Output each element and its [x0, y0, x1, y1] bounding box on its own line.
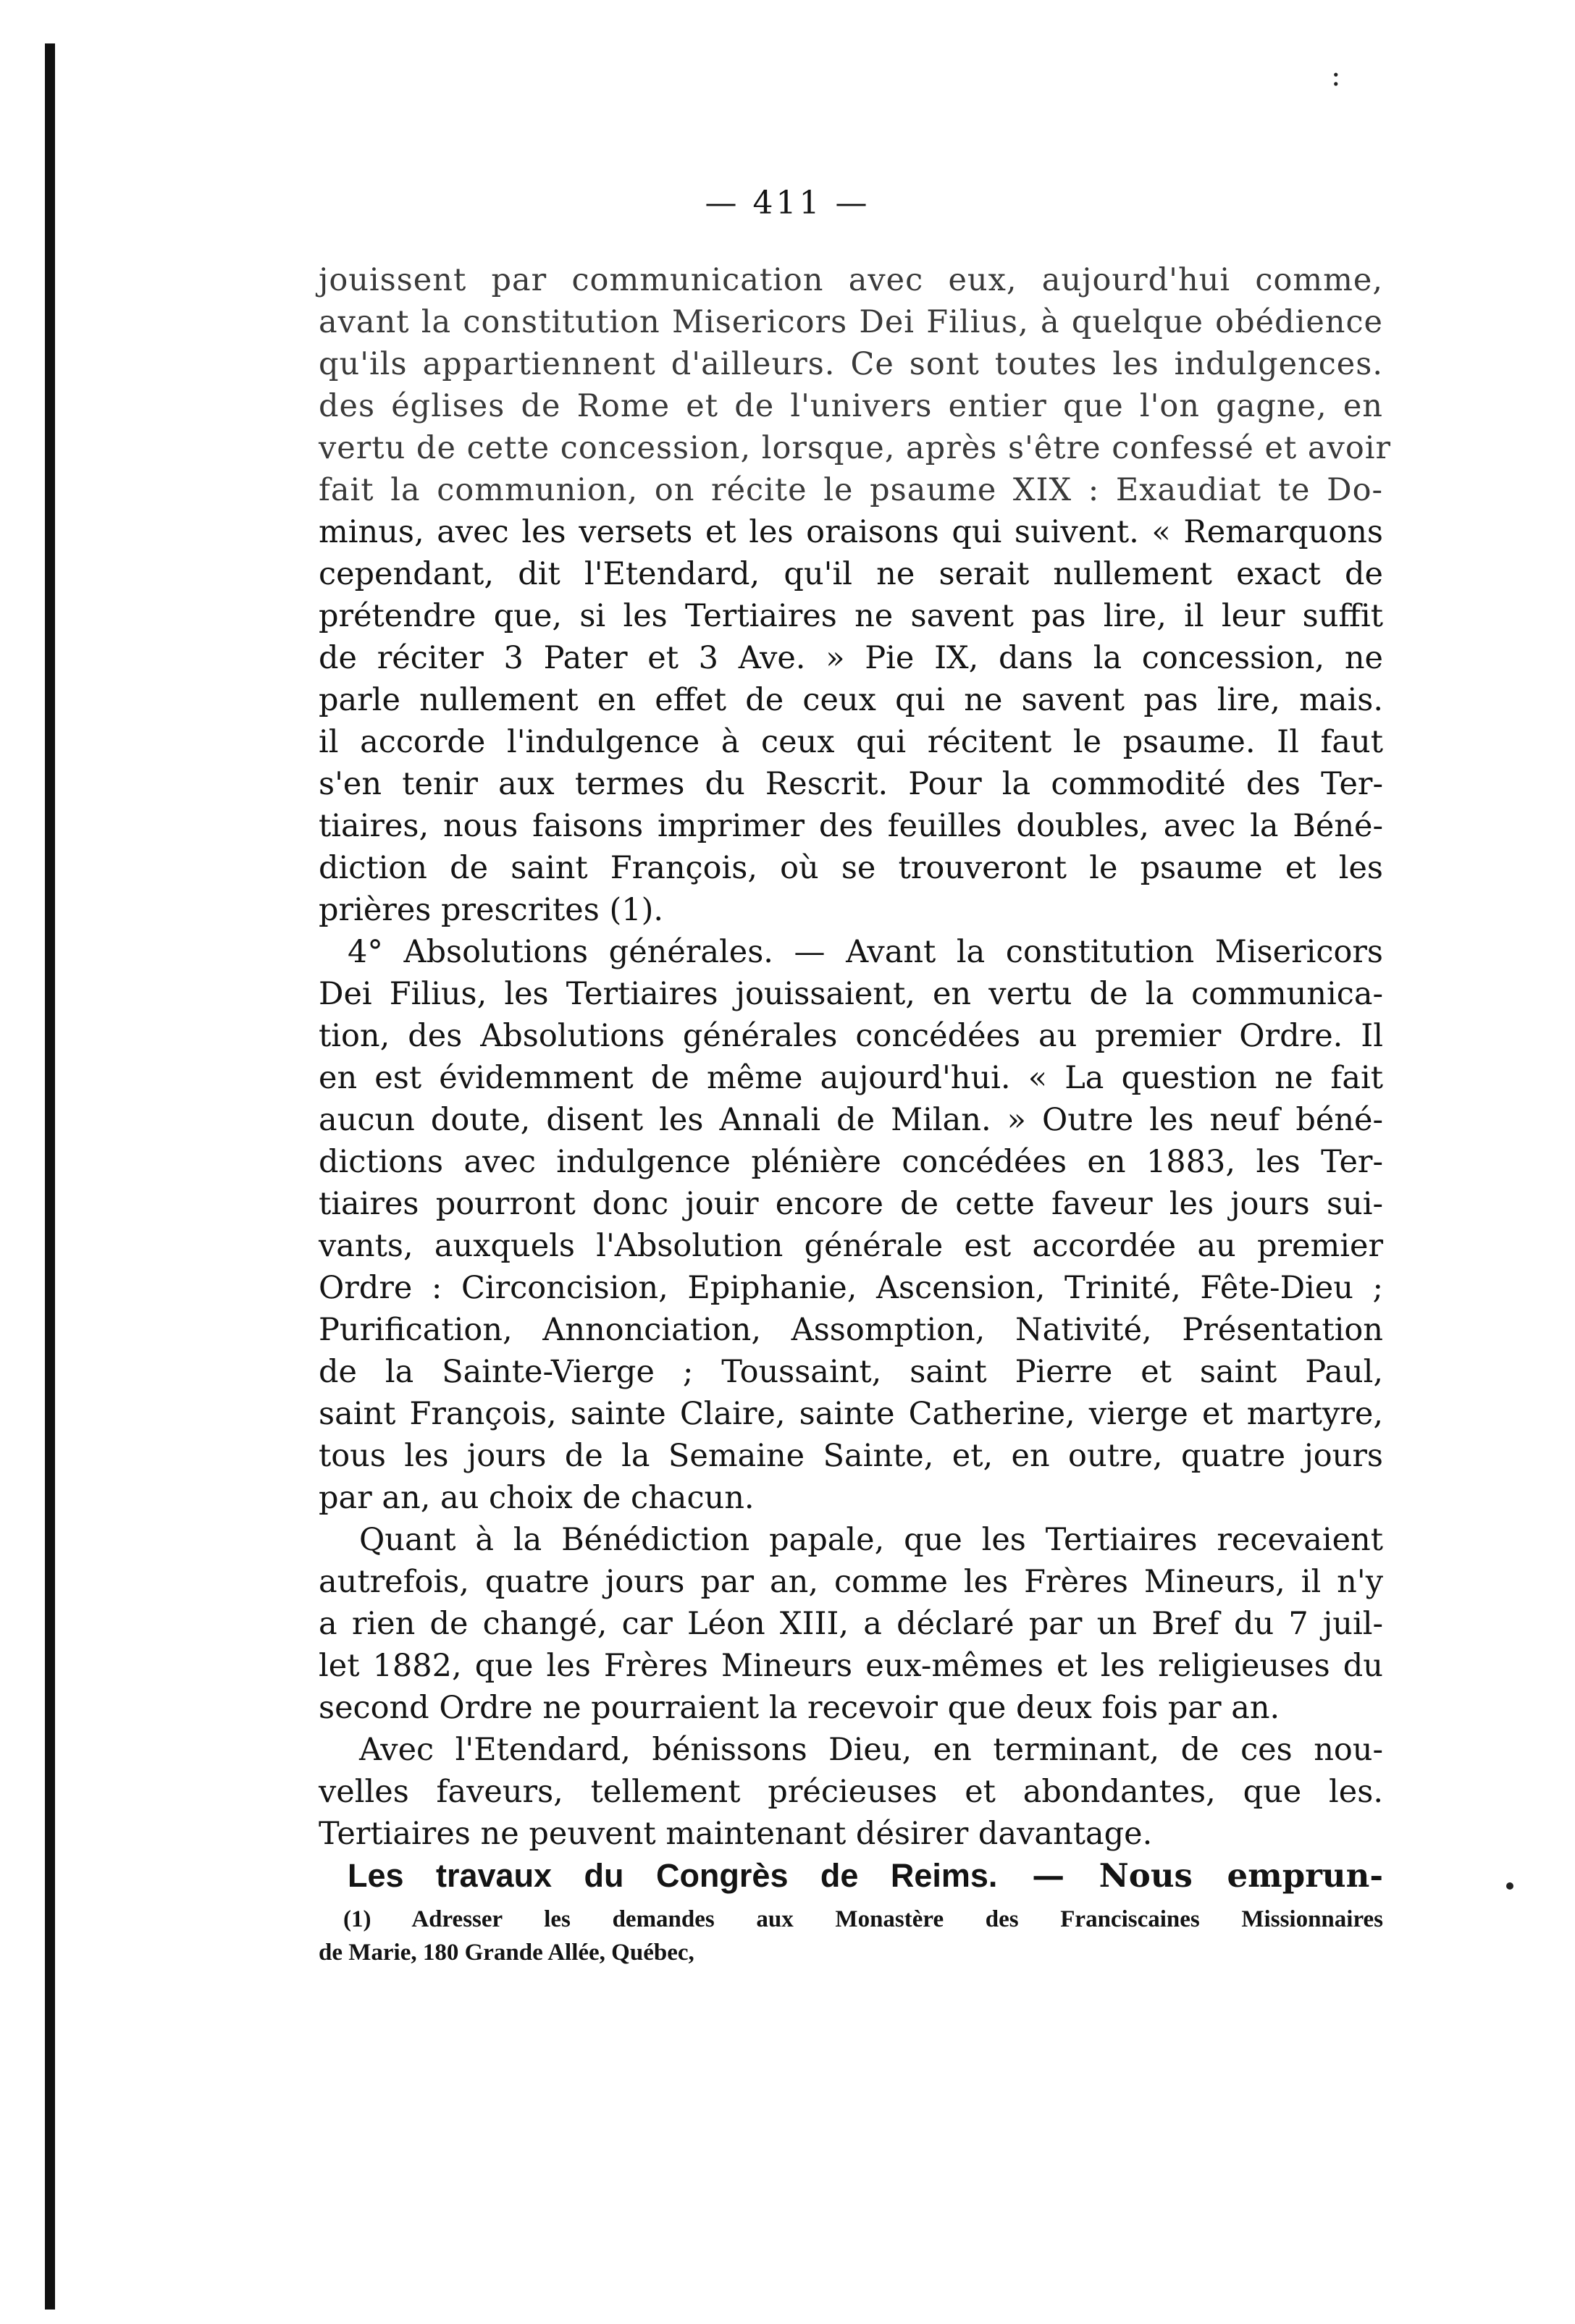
text-line: Tertiaires ne peuvent maintenant désirer davantage.	[319, 1816, 1153, 1852]
text-line: minus, avec les versets et les oraisons qui suivent. « Remarquons	[319, 514, 1383, 550]
text-line: saint François, sainte Claire, sainte Catherine, vierge et martyre,	[319, 1396, 1383, 1432]
text-line: en est évidemment de même aujourd'hui. « La question ne fait	[319, 1060, 1383, 1096]
footnote-line: (1) Adresser les demandes aux Monastère des Franciscaines Missionnaires	[343, 1906, 1383, 1932]
footnote-line: de Marie, 180 Grande Allée, Québec,	[319, 1940, 694, 1966]
body-text	[319, 259, 1392, 1969]
text-line: tous les jours de la Semaine Sainte, et, en outre, quatre jours	[319, 1438, 1383, 1474]
text-line: cependant, dit l'Etendard, qu'il ne serait nullement exact de	[319, 556, 1383, 592]
text-line: dictions avec indulgence plénière concédées en 1883, les Ter-	[319, 1144, 1383, 1180]
section-heading-line	[319, 1855, 1383, 1897]
text-line: 4° Absolutions générales. — Avant la constitution Misericors	[348, 934, 1383, 970]
text-line: Ordre : Circoncision, Epiphanie, Ascension, Trinité, Fête-Dieu ;	[319, 1270, 1383, 1306]
text-line: Avec l'Etendard, bénissons Dieu, en terminant, de ces nou-	[359, 1732, 1383, 1768]
text-line: fait la communion, on récite le psaume XIX : Exaudiat te Do-	[319, 472, 1383, 508]
text-line: de réciter 3 Pater et 3 Ave. » Pie IX, dans la concession, ne	[319, 640, 1383, 676]
text-line: vertu de cette concession, lorsque, après s'être confessé et avoir	[319, 430, 1392, 466]
book-binding-edge	[45, 43, 55, 2310]
text-line: il accorde l'indulgence à ceux qui récitent le psaume. Il faut	[319, 724, 1383, 760]
text-line: de la Sainte-Vierge ; Toussaint, saint Pierre et saint Paul,	[319, 1354, 1383, 1390]
text-line: a rien de changé, car Léon XIII, a déclaré par un Bref du 7 juil-	[319, 1606, 1383, 1642]
text-line: Purification, Annonciation, Assomption, Nativité, Présentation	[319, 1312, 1383, 1348]
ink-speck	[1506, 1882, 1513, 1890]
text-line: des églises de Rome et de l'univers entier que l'on gagne, en	[319, 388, 1383, 424]
text-line: Quant à la Bénédiction papale, que les Tertiaires recevaient	[359, 1522, 1383, 1558]
text-line: avant la constitution Misericors Dei Filius, à quelque obédience	[319, 304, 1383, 340]
text-line: let 1882, que les Frères Mineurs eux-mêmes et les religieuses du	[319, 1648, 1383, 1684]
text-line: second Ordre ne pourraient la recevoir que deux fois par an.	[319, 1690, 1280, 1726]
text-line: par an, au choix de chacun.	[319, 1480, 755, 1516]
text-line: tiaires pourront donc jouir encore de cette faveur les jours sui-	[319, 1186, 1383, 1222]
footnote-separator	[319, 1897, 1383, 1903]
corner-mark: :	[1331, 59, 1341, 93]
text-line: vants, auxquels l'Absolution générale est accordée au premier	[319, 1228, 1383, 1264]
section-heading: Les travaux du Congrès de Reims.	[348, 1857, 998, 1894]
text-line: diction de saint François, où se trouveront le psaume et les	[319, 850, 1383, 886]
text-line: prétendre que, si les Tertiaires ne savent pas lire, il leur suffit	[319, 598, 1383, 634]
text-line: tiaires, nous faisons imprimer des feuilles doubles, avec la Béné-	[319, 808, 1383, 844]
text-line: aucun doute, disent les Annali de Milan. » Outre les neuf béné-	[319, 1102, 1383, 1138]
text-line: autrefois, quatre jours par an, comme les Frères Mineurs, il n'y	[319, 1564, 1383, 1600]
text-line: qu'ils appartiennent d'ailleurs. Ce sont toutes les indulgences.	[319, 346, 1383, 382]
section-continuation: — Nous emprun-	[1032, 1856, 1384, 1895]
text-line: Dei Filius, les Tertiaires jouissaient, en vertu de la communica-	[319, 976, 1383, 1012]
text-line: velles faveurs, tellement précieuses et abondantes, que les.	[319, 1774, 1383, 1810]
text-line: tion, des Absolutions générales concédées au premier Ordre. Il	[319, 1018, 1383, 1054]
page-number: — 411 —	[705, 185, 870, 222]
text-line: parle nullement en effet de ceux qui ne savent pas lire, mais.	[319, 682, 1383, 718]
text-line: prières prescrites (1).	[319, 892, 664, 928]
text-line: jouissent par communication avec eux, aujourd'hui comme,	[319, 262, 1383, 298]
text-line: s'en tenir aux termes du Rescrit. Pour la commodité des Ter-	[319, 766, 1383, 802]
